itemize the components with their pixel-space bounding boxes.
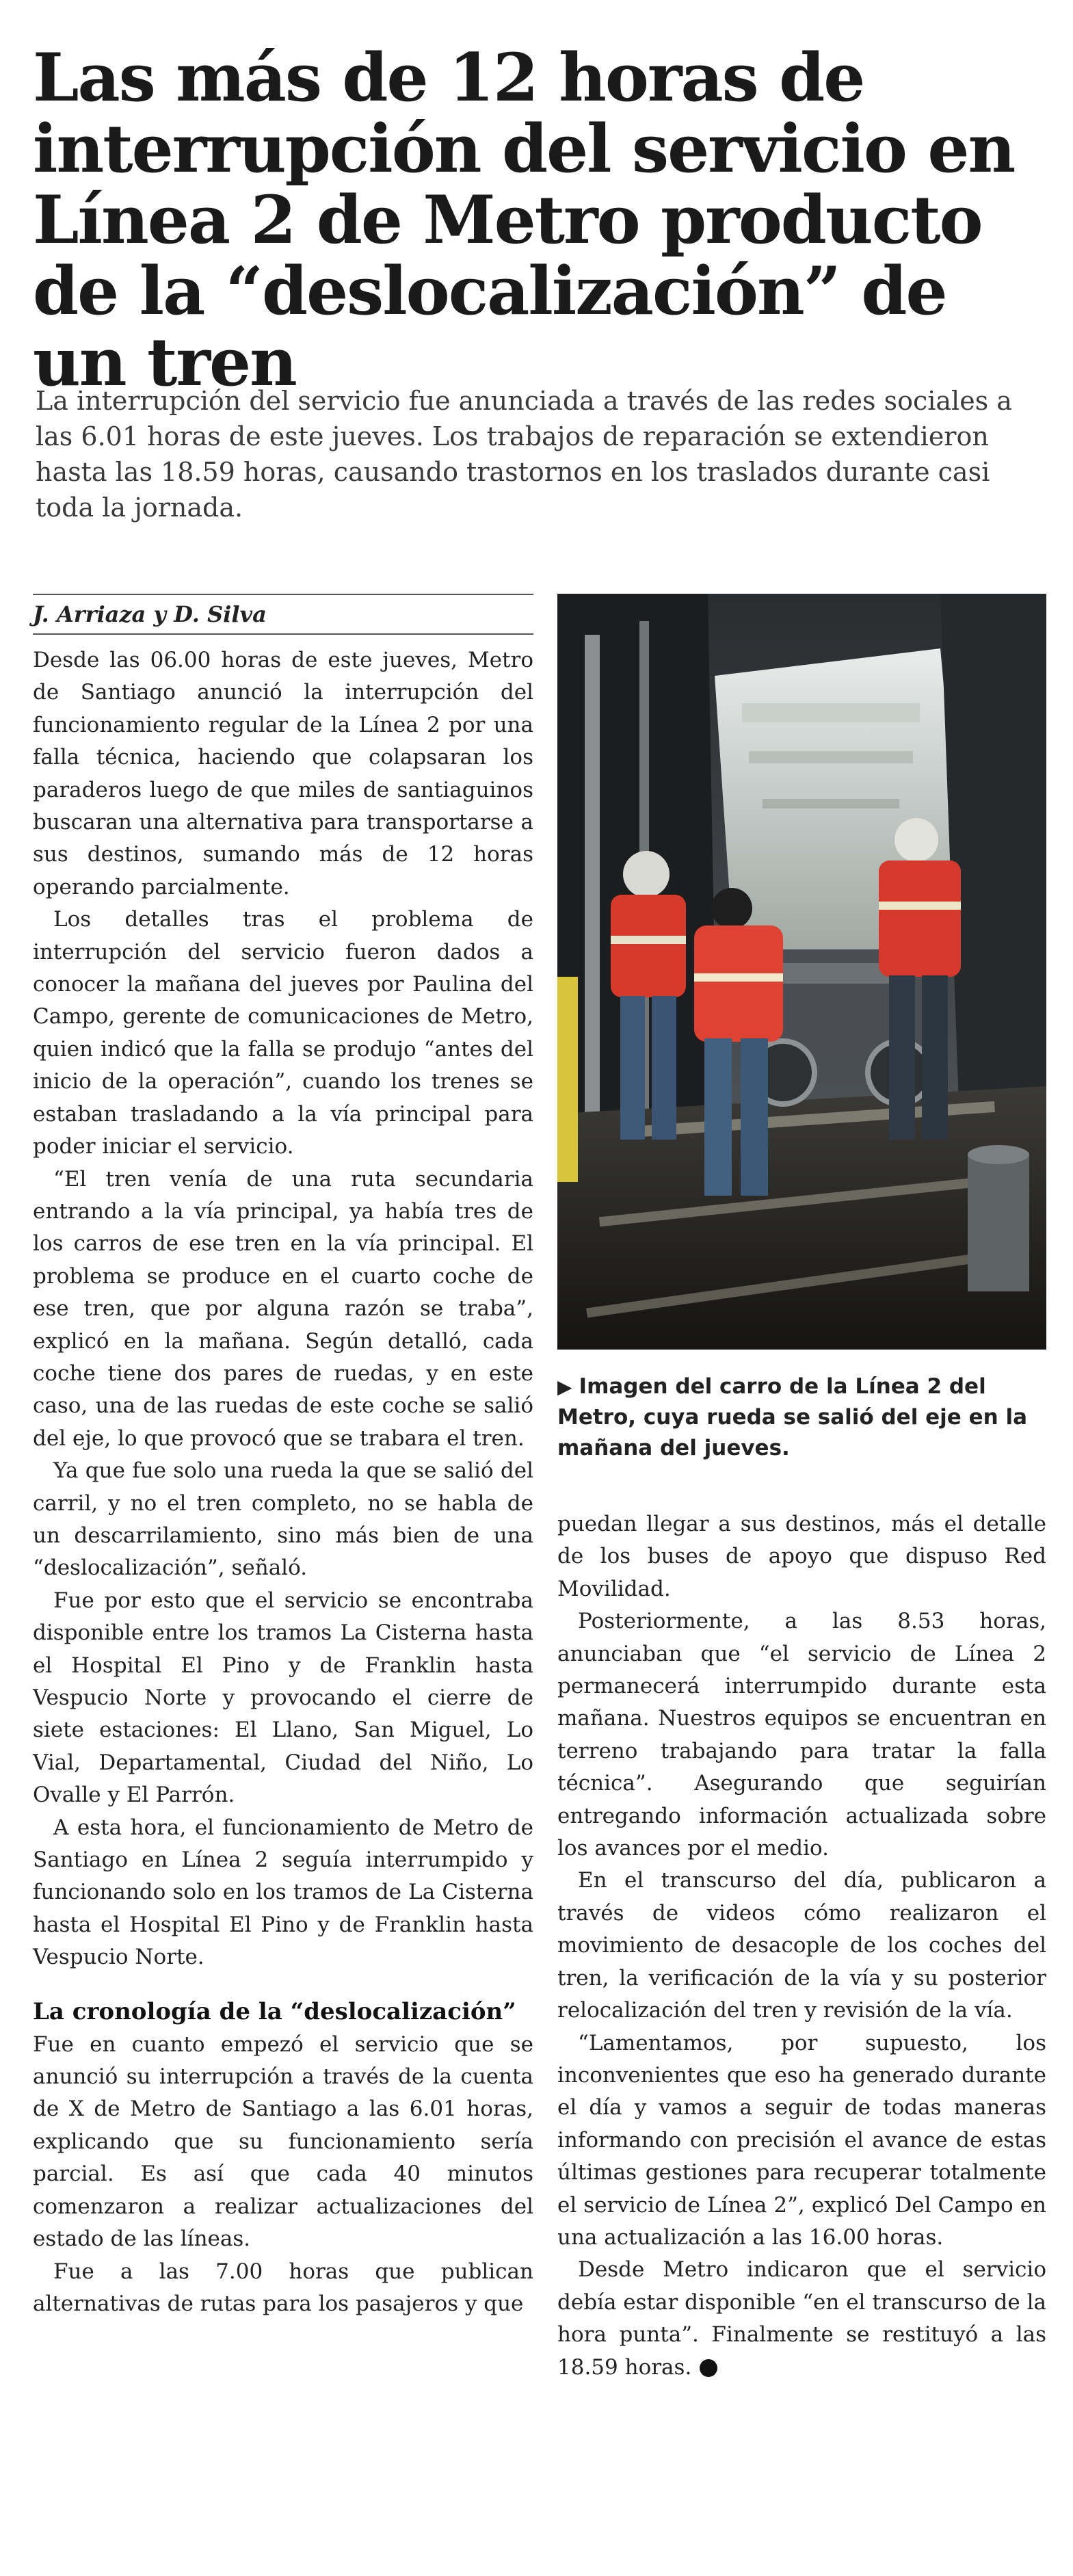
left-column [33,594,533,2320]
body-paragraph-continued: puedan llegar a sus destinos, más el detalle de los buses de apoyo que dispuso Red Movilidad. [557,1512,1046,1601]
body-paragraph-right-3: En el transcurso del día, publicaron a través de videos cómo realizaron el movimiento de desacople de los coches del tren, la verificación de la vía y su posterior relocalización del tren y revisión de la vía. [557,1868,1046,2023]
caption-text: Imagen del carro de la Línea 2 del Metro, cuya rueda se salió del eje en la mañana del jueves. [557,1374,1028,1460]
closing-paragraph-text: Desde Metro indicaron que el servicio debía estar disponible “en el transcurso de la hora punta”. Finalmente se restituyó a las 18.59 horas. [557,2257,1046,2380]
chronology-paragraph-2: Fue a las 7.00 horas que publican alternativas de rutas para los pasajeros y que [33,2259,533,2316]
train-repair-photo [557,594,1046,1350]
body-paragraph-2: Los detalles tras el problema de interrupción del servicio fueron dados a conocer la mañana del jueves por Paulina del Campo, gerente de comunicaciones de Metro, quien indicó que la falla se produjo “antes del inicio de la operación”, cuando los trenes se estaban trasladando a la vía principal para poder iniciar el servicio. [33,907,533,1159]
right-column [557,1508,1046,2384]
body-paragraph-right-4: “Lamentamos, por supuesto, los inconvenientes que eso ha generado durante el día y vamos a seguir de todas maneras informando con precisión el avance de estas últimas gestiones para recuperar totalmente el servicio de Línea 2”, explicó Del Campo en una actualización a las 16.00 horas. [557,2030,1046,2250]
byline: J. Arriaza y D. Silva [33,599,533,635]
photo-caption [557,1371,1046,1464]
end-of-article-icon [700,2359,717,2377]
headline: Las más de 12 horas de interrupción del servicio en Línea 2 de Metro producto de la “deslocalización” de un tren [33,39,1015,401]
chronology-paragraph-1: Fue en cuanto empezó el servicio que se anunció su interrupción a través de la cuenta de X de Metro de Santiago a las 6.01 horas, explicando que su funcionamiento sería parcial. Es así que cada 40 minutos comenzaron a realizar actualizaciones del estado de las líneas. [33,2032,533,2252]
body-paragraph-4: Ya que fue solo una rueda la que se salió del carril, y no el tren completo, no se habla de un descarrilamiento, sino más bien de una “deslocalización”, señaló. [33,1458,533,1581]
body-paragraph-1: Desde las 06.00 horas de este jueves, Metro de Santiago anunció la interrupción del funcionamiento regular de la Línea 2 por una falla técnica, haciendo que colapsaran los paraderos luego de que miles de santiaguinos buscaran una alternativa para transportarse a sus destinos, sumando más de 12 horas operando parcialmente. [33,648,533,899]
body-paragraph-3: “El tren venía de una ruta secundaria entrando a la vía principal, ya había tres de los carros de ese tren en la vía principal. El problema se produce en el cuarto coche de ese tren, que por alguna razón se traba”, explicó en la mañana. Según detalló, cada coche tiene dos pares de ruedas, y en este caso, una de las ruedas de este coche se salió del eje, lo que provocó que se trabara el tren. [33,1166,533,1451]
lede: La interrupción del servicio fue anunciada a través de las redes sociales a las 6.01 horas de este jueves. Los trabajos de reparación se extendieron hasta las 18.59 horas, causando trastornos en los traslados durante casi toda la jornada. [36,386,1012,523]
photo-illustration [557,594,1046,1350]
body-paragraph-right-2: Posteriormente, a las 8.53 horas, anunciaban que “el servicio de Línea 2 permanecerá interrumpido durante esta mañana. Nuestros equipos se encuentran en terreno trabajando para tratar la falla técnica”. Asegurando que seguirían entregando información actualizada sobre los avances por el medio. [557,1609,1046,1861]
section-subhead: La cronología de la “deslocalización” [33,1997,516,2025]
body-paragraph-5: Fue por esto que el servicio se encontraba disponible entre los tramos La Cisterna hasta el Hospital El Pino y de Franklin hasta Vespucio Norte y provocando el cierre de siete estaciones: El Llano, San Miguel, Lo Vial, Departamental, Ciudad del Niño, Lo Ovalle y El Parrón. [33,1588,533,1808]
body-paragraph-6: A esta hora, el funcionamiento de Metro de Santiago en Línea 2 seguía interrumpido y funcionando solo en los tramos de La Cisterna hasta el Hospital El Pino y de Franklin hasta Vespucio Norte. [33,1815,533,1970]
body-paragraph-right-5 [557,2254,1046,2384]
caption-arrow-icon: ▶ [557,1376,572,1398]
byline-rule-top [33,594,533,595]
